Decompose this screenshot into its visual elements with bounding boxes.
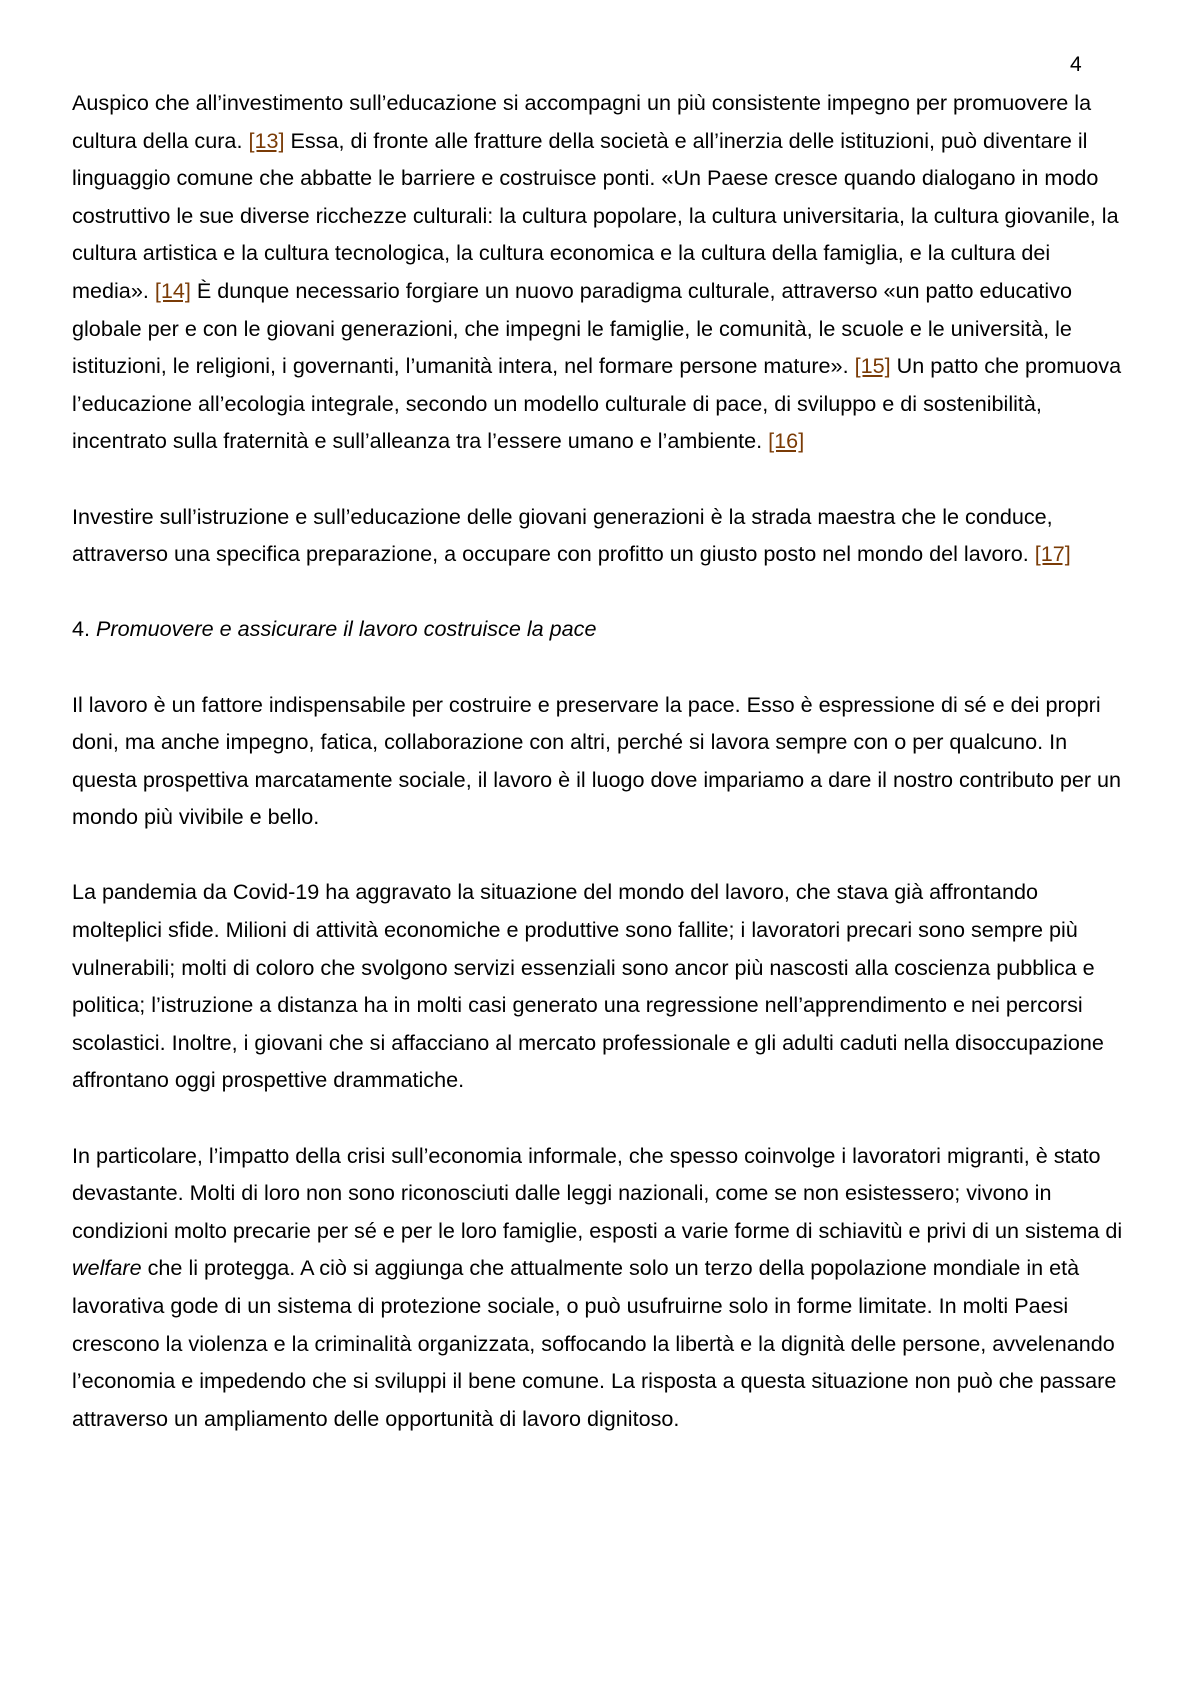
text-run: Auspico che all’investimento sull’educazione si accompagni un più consistente impegno per promuovere la cultura della cura.: [72, 90, 1092, 153]
text-run: Un patto che promuova l’educazione all’ecologia integrale, secondo un modello culturale di pace, di sviluppo e di sostenibilità, incentrato sulla fraternità e sull’alleanza tra l’essere umano e l’ambiente.: [72, 353, 1122, 454]
italic-term: welfare: [72, 1255, 142, 1281]
section-title: Promuovere e assicurare il lavoro costruisce la pace: [96, 616, 597, 642]
paragraph-education-investment: [72, 498, 1132, 573]
footnote-link-13[interactable]: [13]: [248, 127, 285, 153]
text-run: che li protegga. A ciò si aggiunga che attualmente solo un terzo della popolazione mondiale in età lavorativa gode di un sistema di protezione sociale, o può usufruirne solo in forme limitate. In molti Paesi crescono la violenza e la criminalità organizzata, soffocando la libertà e la dignità delle persone, avvelenando l’economia e impedendo che si sviluppi il bene comune. La risposta a questa situazione non può che passare attraverso un ampliamento delle opportunità di lavoro dignitoso.: [72, 1255, 1117, 1431]
text-run: È dunque necessario forgiare un nuovo paradigma culturale, attraverso «un patto educativo globale per e con le giovani generazioni, che impegni le famiglie, le comunità, le scuole e le università, le istituzioni, le religioni, i governanti, l’umanità intera, nel formare persone mature».: [72, 277, 1072, 379]
text-run: Investire sull’istruzione e sull’educazione delle giovani generazioni è la strada maestra che le conduce, attraverso una specifica preparazione, a occupare con profitto un giusto posto nel mondo del lavoro.: [72, 503, 1053, 567]
footnote-link-17[interactable]: [17]: [1034, 541, 1071, 567]
paragraph-work-builds-peace: [72, 686, 1132, 836]
paragraph-informal-economy: [72, 1137, 1132, 1438]
paragraph-pandemic-impact: [72, 873, 1132, 1099]
page-number: 4: [1070, 53, 1082, 76]
footnote-link-14[interactable]: [14]: [154, 277, 191, 303]
text-run: Il lavoro è un fattore indispensabile per costruire e preservare la pace. Esso è espressione di sé e dei propri doni, ma anche impegno, fatica, collaborazione con altri, perché si lavora sempre con o per qualcuno. In questa prospettiva marcatamente sociale, il lavoro è il luogo dove impariamo a dare il nostro contributo per un mondo più vivibile e bello.: [72, 691, 1122, 830]
paragraph-culture-of-care: [72, 84, 1132, 460]
text-run: La pandemia da Covid-19 ha aggravato la situazione del mondo del lavoro, che stava già affrontando molteplici sfide. Milioni di attività economiche e produttive sono fallite; i lavoratori precari sono sempre più vulnerabili; molti di coloro che svolgono servizi essenziali sono ancor più nascosti alla coscienza pubblica e politica; l’istruzione a distanza ha in molti casi generato una regressione nell’apprendimento e nei percorsi scolastici. Inoltre, i giovani che si affacciano al mercato professionale e gli adulti caduti nella disoccupazione affrontano oggi prospettive drammatiche.: [72, 879, 1104, 1093]
text-run: Essa, di fronte alle fratture della società e all’inerzia delle istituzioni, può diventare il linguaggio comune che abbatte le barriere e costruisce ponti. «Un Paese cresce quando dialogano in modo costruttivo le sue diverse ricchezze culturali: la cultura popolare, la cultura universitaria, la cultura giovanile, la cultura artistica e la cultura tecnologica, la cultura economica e la cultura della famiglia, e la cultura dei media».: [72, 127, 1119, 303]
section-number: 4.: [72, 616, 97, 642]
section-heading: [72, 610, 1132, 648]
footnote-link-15[interactable]: [15]: [854, 353, 891, 379]
text-run: In particolare, l’impatto della crisi sull’economia informale, che spesso coinvolge i lavoratori migranti, è stato devastante. Molti di loro non sono riconosciuti dalle leggi nazionali, come se non esistessero; vivono in condizioni molto precarie per sé e per le loro famiglie, esposti a varie forme di schiavitù e privi di un sistema di: [72, 1142, 1123, 1243]
footnote-link-16[interactable]: [16]: [768, 428, 805, 454]
document-body: [72, 84, 1132, 1475]
